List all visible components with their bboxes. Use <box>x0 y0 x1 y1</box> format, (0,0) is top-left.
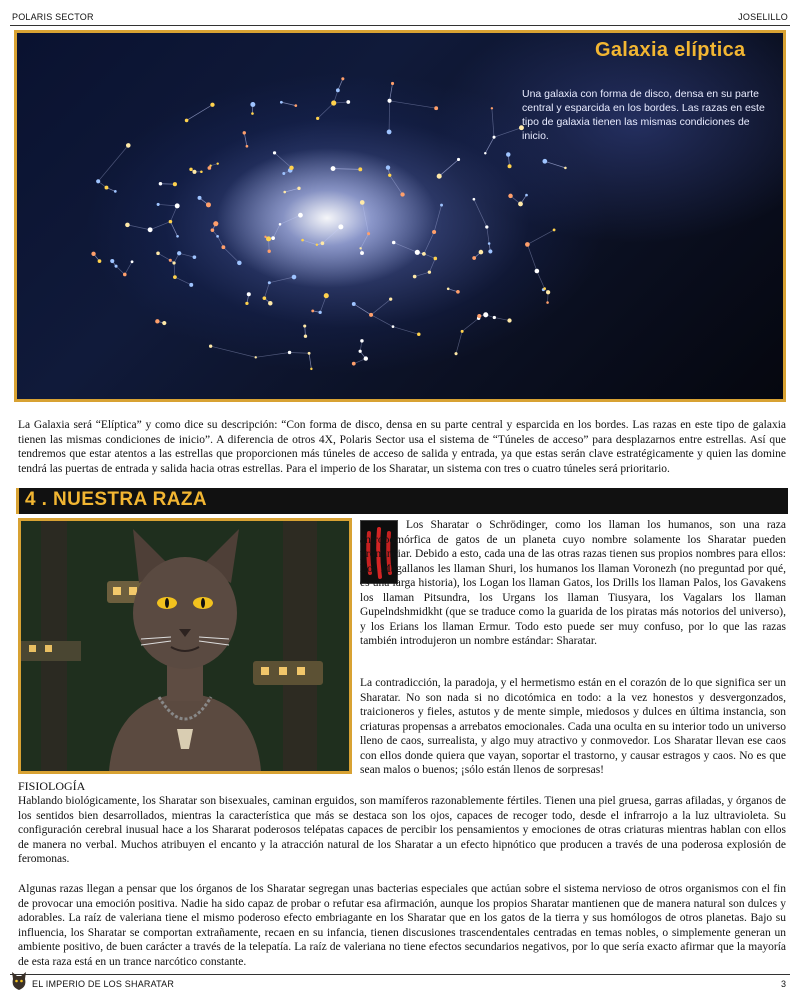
star-node <box>553 229 556 232</box>
star-node <box>341 77 344 80</box>
star-lane <box>487 227 489 244</box>
page-header <box>10 10 790 26</box>
star-node <box>477 314 481 318</box>
star-node <box>338 224 343 229</box>
star-node <box>155 319 159 323</box>
star-node <box>359 350 362 353</box>
star-node <box>211 228 215 232</box>
star-node <box>125 223 130 228</box>
star-node <box>434 106 438 110</box>
page-footer <box>10 974 790 992</box>
star-lane <box>429 258 435 272</box>
star-node <box>391 82 394 85</box>
star-node <box>491 107 493 109</box>
star-node <box>304 335 307 338</box>
star-node <box>255 356 257 358</box>
star-node <box>434 257 438 261</box>
header-right: JOSELILLO <box>738 12 788 22</box>
star-node <box>336 88 340 92</box>
star-lane <box>492 108 494 137</box>
star-node <box>189 168 192 171</box>
section-title: 4 . NUESTRA RAZA <box>25 489 207 510</box>
star-node <box>367 232 370 235</box>
star-lane <box>264 283 269 298</box>
star-node <box>172 261 175 264</box>
star-node <box>169 220 173 224</box>
star-lane <box>439 159 458 176</box>
star-node <box>564 167 567 170</box>
star-node <box>273 151 276 154</box>
star-lane <box>280 215 300 224</box>
star-node <box>346 100 350 104</box>
star-node <box>210 103 214 107</box>
star-node <box>456 290 460 294</box>
star-node <box>189 283 193 287</box>
star-node <box>352 362 356 366</box>
star-node <box>316 244 318 246</box>
star-node <box>359 247 361 249</box>
star-node <box>331 166 336 171</box>
star-node <box>417 333 421 337</box>
star-node <box>123 273 127 277</box>
star-node <box>473 198 476 201</box>
star-lane <box>127 225 150 230</box>
star-node <box>298 213 303 218</box>
star-node <box>115 265 118 268</box>
star-node <box>415 250 420 255</box>
star-lane <box>390 101 437 108</box>
star-lane <box>269 277 294 283</box>
star-lane <box>333 169 360 170</box>
star-lane <box>390 175 403 194</box>
star-lane <box>174 263 175 277</box>
galaxy-map-illustration <box>14 30 786 402</box>
star-lane <box>244 133 247 146</box>
star-node <box>175 203 180 208</box>
race-paragraph-1 <box>360 518 786 649</box>
star-node <box>352 302 356 306</box>
intro-paragraph: La Galaxia será “Elíptica” y como dice su descripción: “Con forma de disco, densa en su parte central y esparcida en los bordes. Las razas en este tipo de galaxia tienen las mismas condiciones de inicio”. A diferencia de otros 4X, Polaris Sector usa el sistema de “Túneles de acceso” para desplazarnos entre estrellas. Así que tendremos que estar atentos a las estrellas que proporcionen más túneles de acceso de salida y entrada, ya que estas serán clave estratégicamente y quien las domine tendrá las puertas de entrada y salida hacia otras estrellas. Para el imperio de los Sharatar, un sistema con tres o cuatro túneles será prioritario. <box>18 419 786 475</box>
star-node <box>251 112 254 115</box>
star-node <box>461 330 464 333</box>
star-node <box>321 241 325 245</box>
sharatar-figure <box>21 521 349 771</box>
star-lane <box>281 102 295 105</box>
star-lane <box>170 206 177 222</box>
star-node <box>546 290 550 294</box>
star-node <box>493 316 496 319</box>
star-node <box>294 104 297 107</box>
star-node <box>422 252 426 256</box>
star-lane <box>150 222 170 230</box>
star-node <box>360 200 365 205</box>
cat-head-icon <box>10 971 28 991</box>
star-lane <box>390 83 393 100</box>
star-lane <box>494 318 509 321</box>
star-node <box>156 252 160 256</box>
star-lane <box>290 352 310 353</box>
star-node <box>279 223 282 226</box>
physiology-paragraph-2: Algunas razas llegan a pensar que los órganos de los Sharatar segregan unas bacterias especiales que actúan sobre el sistema nervioso de otros organismos con el fin de provocar una emoción positiva. Nadie ha sido capaz de probar o refutar esa afirmación, aunque los propios Sharatar mantienen que de manera natural son dulces y adorables. La raíz de valeriana tiene el mismo poderoso efecto embriagante en los Sharatar que en los gatos de la tierra y sus homólogos de otros planetas. Bajo su influencia, los Sharatar se comportan extrañamente, recaen en su infancia, tienen discusiones trascendentales centradas en temas nobles, o simplemente generan un ambiente positivo, de buen carácter a través de la telepatía. La raíz de valeriana no tiene efectos secundarios negativos, por lo que sería exacto afirmar que la mayoría de esta raza está en un trance narcótico constante. <box>18 883 786 968</box>
star-node <box>162 321 166 325</box>
star-node <box>185 119 189 123</box>
star-node <box>485 225 488 228</box>
star-node <box>364 356 368 360</box>
star-node <box>386 165 390 169</box>
star-node <box>283 191 286 194</box>
star-node <box>508 194 513 199</box>
star-lane <box>434 205 441 232</box>
star-node <box>173 182 177 186</box>
star-node <box>247 292 251 296</box>
star-node <box>148 227 153 232</box>
star-node <box>216 235 219 238</box>
physiology-paragraph-1: Hablando biológicamente, los Sharatar son bisexuales, caminan erguidos, son mamíferos razonablemente fértiles. Tienen una piel gruesa, garras afiladas, y órganos de los sentidos bien desarrollados, mientras la característica que más se destaca son los ojos, capaces de recoger todo, desde el infrarrojo a la luz ultravioleta. Su configuración cerebral inusual hace a los Shararat poderosos telépatas capaces de percibir los pensamientos y emociones de otras criaturas mientras hablan con ellos de manera no verbal. Muchos atribuyen el encanto y la atracción natural de los Sharatar a un efecto hipnótico que producen a través de una poderosa explosión de feromonas. <box>18 795 786 865</box>
star-node <box>508 164 512 168</box>
star-node <box>280 101 283 104</box>
star-lane <box>158 253 170 260</box>
star-node <box>96 179 100 183</box>
star-node <box>267 250 270 253</box>
star-lane <box>318 103 334 118</box>
star-node <box>546 301 549 304</box>
star-node <box>271 236 275 240</box>
star-node <box>173 275 177 279</box>
star-node <box>308 352 311 355</box>
star-node <box>91 252 95 256</box>
star-node <box>507 318 511 322</box>
star-node <box>303 324 306 327</box>
star-node <box>428 270 431 273</box>
star-lane <box>320 296 326 313</box>
galaxy-description: Una galaxia con forma de disco, densa en su parte central y esparcida en los bordes. Las razas en este tipo de galaxia tienen las mismas condiciones de inicio. <box>522 88 765 142</box>
star-node <box>114 190 117 193</box>
star-lane <box>158 204 177 205</box>
star-lane <box>125 262 132 275</box>
star-node <box>493 136 496 139</box>
star-lane <box>424 232 434 254</box>
star-lane <box>393 327 419 335</box>
star-node <box>437 174 442 179</box>
star-lane <box>474 199 487 227</box>
star-lane <box>362 202 368 233</box>
star-node <box>311 309 314 312</box>
star-node <box>389 298 392 301</box>
star-node <box>316 117 319 120</box>
star-node <box>157 203 160 206</box>
star-node <box>282 172 285 175</box>
star-node <box>292 275 297 280</box>
star-lane <box>537 271 545 289</box>
star-lane <box>211 346 256 357</box>
star-node <box>131 260 134 263</box>
star-lane <box>116 266 125 274</box>
star-node <box>192 170 196 174</box>
star-node <box>413 275 417 279</box>
star-node <box>542 159 547 164</box>
star-node <box>110 259 114 263</box>
section-heading <box>16 488 788 514</box>
star-node <box>392 325 395 328</box>
star-lane <box>179 253 194 257</box>
star-node <box>488 242 491 245</box>
star-lane <box>285 188 299 192</box>
star-node <box>301 239 304 242</box>
star-node <box>198 196 202 200</box>
galaxy-title: Galaxia elíptica <box>595 39 746 61</box>
star-node <box>472 256 476 260</box>
star-node <box>358 167 362 171</box>
star-node <box>245 302 248 305</box>
star-lane <box>98 145 128 181</box>
star-lane <box>273 224 280 238</box>
star-node <box>506 152 510 156</box>
star-node <box>331 100 336 105</box>
star-node <box>206 202 211 207</box>
star-lane <box>527 244 536 271</box>
star-lane <box>456 331 462 353</box>
star-node <box>200 171 203 174</box>
star-lane <box>371 315 393 327</box>
star-node <box>193 255 197 259</box>
star-lane <box>394 243 418 253</box>
star-node <box>324 293 329 298</box>
star-node <box>268 301 273 306</box>
footer-title: EL IMPERIO DE LOS SHARATAR <box>32 979 175 989</box>
race-paragraph-2: La contradicción, la paradoja, y el hermetismo están en el corazón de lo que significa ser un Sharatar. No son nada si no dicotómica en todo: a la vez honestos y desvergonzados, traicioneros y fieles, astutos y de mente simple, miedosos y dulces en última instancia, son criaturas propensas a arrebatos emocionales. Cada una oculta en su interior todo un universo lleno de caos, surrealista, y algo muy atractivo y conmovedor. Los Sharatar llevan ese caos con ellos donde quiera que vayan, soportar el trastorno, y causar estragos y caos. No es que sean malos o buenos; ¡sólo están llenos de sorpresas! <box>360 677 786 776</box>
star-node <box>289 166 293 170</box>
page-number: 3 <box>780 979 786 989</box>
star-node <box>484 152 486 154</box>
star-lane <box>545 161 566 168</box>
star-lane <box>371 299 391 315</box>
race-paragraph-1-text: Los Sharatar o Schrödinger, como los llaman los humanos, son una raza antropomórfica de gatos de un planeta cuyo nombre solamente los Sharatar pueden pronunciar. Debido a esto, cada una de las otras razas tienen sus propios nombres para ellos: Los Magallanos les llaman Shuri, los humanos los llaman Voronezh (no preguntad por qué, es una larga historia), los Logan los llaman Gatos, los Drills los llaman Palos, los Gavakens los llaman Pitsundra, los Urgans los llaman Tiusyara, los Vagalars los llaman Gupelndshmidkht (que se traduce como la guarida de los piratas más notorios del universo), y los Erians los llaman Ermur. Todo esto puede ser muy confuso, por lo que las razas también introdujeron un nombre estándar: Sharatar. <box>360 519 786 647</box>
star-node <box>216 162 218 164</box>
star-node <box>297 187 300 190</box>
star-node <box>250 102 255 107</box>
star-node <box>454 352 457 355</box>
star-node <box>126 143 131 148</box>
star-node <box>243 131 246 134</box>
star-node <box>208 166 212 170</box>
star-node <box>105 186 109 190</box>
star-lane <box>187 105 213 121</box>
star-node <box>310 368 312 370</box>
star-lane <box>354 304 371 315</box>
star-lane <box>527 230 554 245</box>
star-node <box>488 249 492 253</box>
star-node <box>177 251 181 255</box>
star-lane <box>175 277 191 285</box>
star-lane <box>309 353 311 369</box>
star-node <box>388 174 391 177</box>
star-lane <box>303 240 317 245</box>
star-node <box>457 158 460 161</box>
star-lane <box>361 234 369 249</box>
star-lane <box>223 247 239 263</box>
star-node <box>360 339 363 342</box>
physiology-heading: FISIOLOGÍA <box>18 779 86 793</box>
star-node <box>392 241 396 245</box>
star-node <box>360 251 364 255</box>
star-node <box>518 202 523 207</box>
star-node <box>387 130 392 135</box>
star-node <box>263 296 267 300</box>
star-node <box>479 250 484 255</box>
star-node <box>176 235 179 238</box>
star-node <box>388 99 392 103</box>
star-node <box>246 145 249 148</box>
star-lane <box>462 318 479 331</box>
star-node <box>525 194 528 197</box>
sharatar-portrait <box>18 518 352 774</box>
star-node <box>318 311 321 314</box>
star-lane <box>494 128 521 137</box>
star-node <box>213 221 218 226</box>
star-node <box>266 236 271 241</box>
star-node <box>169 259 172 262</box>
star-node <box>400 192 404 196</box>
star-node <box>268 281 271 284</box>
star-node <box>209 345 212 348</box>
star-node <box>288 351 291 354</box>
star-node <box>535 269 540 274</box>
star-node <box>221 245 225 249</box>
star-node <box>525 242 530 247</box>
star-node <box>369 313 373 317</box>
star-node <box>483 312 488 317</box>
star-lane <box>415 272 430 276</box>
star-node <box>432 230 436 234</box>
star-node <box>543 287 546 290</box>
star-node <box>237 261 242 266</box>
star-node <box>98 259 102 263</box>
star-node <box>447 287 450 290</box>
star-node <box>159 182 162 185</box>
star-lane <box>275 153 292 168</box>
star-node <box>440 204 443 207</box>
star-lane <box>256 352 290 357</box>
star-lane <box>485 137 494 153</box>
star-lane <box>322 227 340 243</box>
header-left: POLARIS SECTOR <box>12 12 94 22</box>
star-lane <box>170 222 177 237</box>
